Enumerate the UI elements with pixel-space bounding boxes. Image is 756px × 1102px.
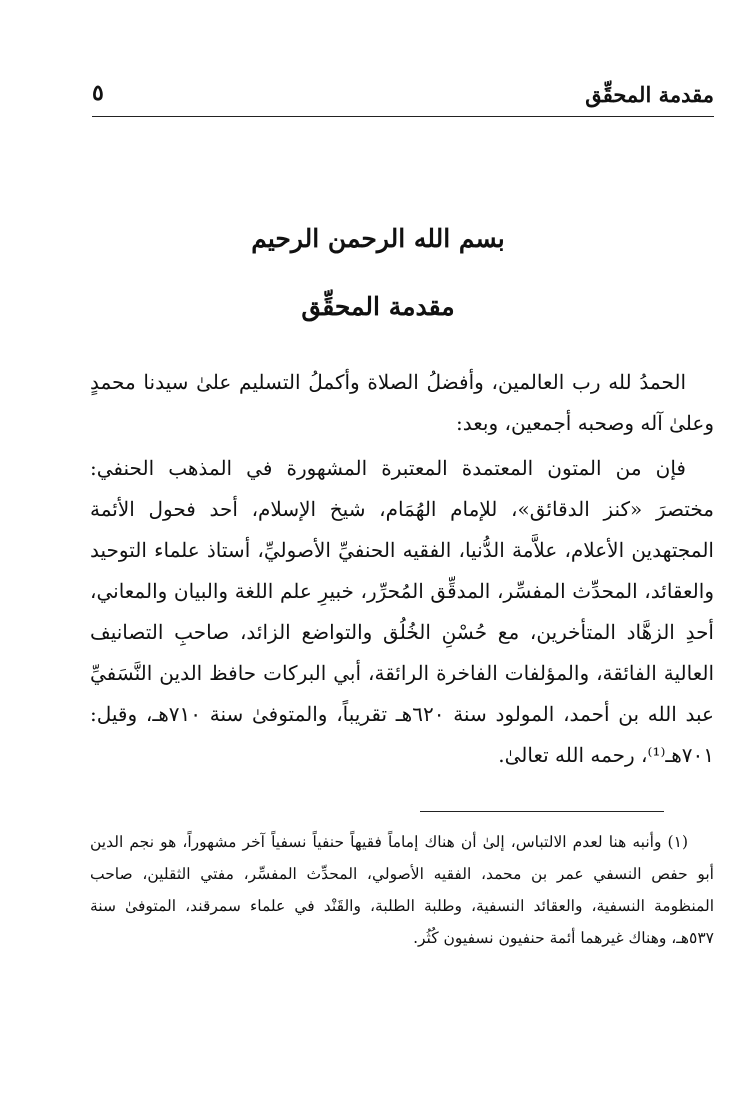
body-text — [90, 362, 714, 776]
basmala-heading: بسم الله الرحمن الرحيم — [251, 224, 505, 253]
running-header-title: مقدمة المحقِّق — [585, 82, 714, 107]
running-header — [92, 78, 714, 117]
footnote-divider — [420, 811, 664, 812]
footnote: (١) وأنبه هنا لعدم الالتباس، إلىٰ أن هناك إماماً فقيهاً حنفياً نسفياً آخر مشهوراً، هو نجم الدين أبو حفص النسفي عمر بن محمد، الفقيه الأصولي، المحدِّث المفسِّر، مفتي الثقلين، صاحب المنظومة النسفية، والعقائد النسفية، وطلبة الطلبة، والقَنْد في علماء سمرقند، المتوفىٰ سنة ٥٣٧هـ، وهناك غيرهما أئمة حنفيون نسفيون كُثُر. — [90, 833, 714, 947]
paragraph-main: فإن من المتون المعتمدة المعتبرة المشهورة في المذهب الحنفي: مختصرَ «كنز الدقائق»، للإمام الهُمَام، شيخ الإسلام، أحد فحول الأئمة المجتهدين الأعلام، علاَّمة الدُّنيا، الفقيه الحنفيِّ الأصوليِّ، أستاذ علماء التوحيد والعقائد، المحدِّث المفسِّر، المدقِّق المُحرِّر، خبيرِ علم اللغة والبيان والمعاني، أحدِ الزهَّاد المتأخرين، مع حُسْنِ الخُلُق والتواضع الزائد، صاحبِ التصانيف العالية الفائقة، والمؤلفات الفاخرة الرائقة، أبي البركات حافظ الدين النَّسَفيِّ عبد الله بن أحمد، المولود سنة ٦٢٠هـ تقريباً، والمتوفىٰ سنة ٧١٠هـ، وقيل: ٧٠١هـ⁽¹⁾، رحمه الله تعالىٰ. — [90, 456, 714, 767]
paragraph-opening: الحمدُ لله رب العالمين، وأفضلُ الصلاة وأكملُ التسليم علىٰ سيدنا محمدٍ وعلىٰ آله وصحبه أجمعين، وبعد: — [90, 370, 714, 435]
section-title: مقدمة المحقِّق — [301, 292, 455, 321]
page-number: ٥ — [92, 80, 104, 106]
